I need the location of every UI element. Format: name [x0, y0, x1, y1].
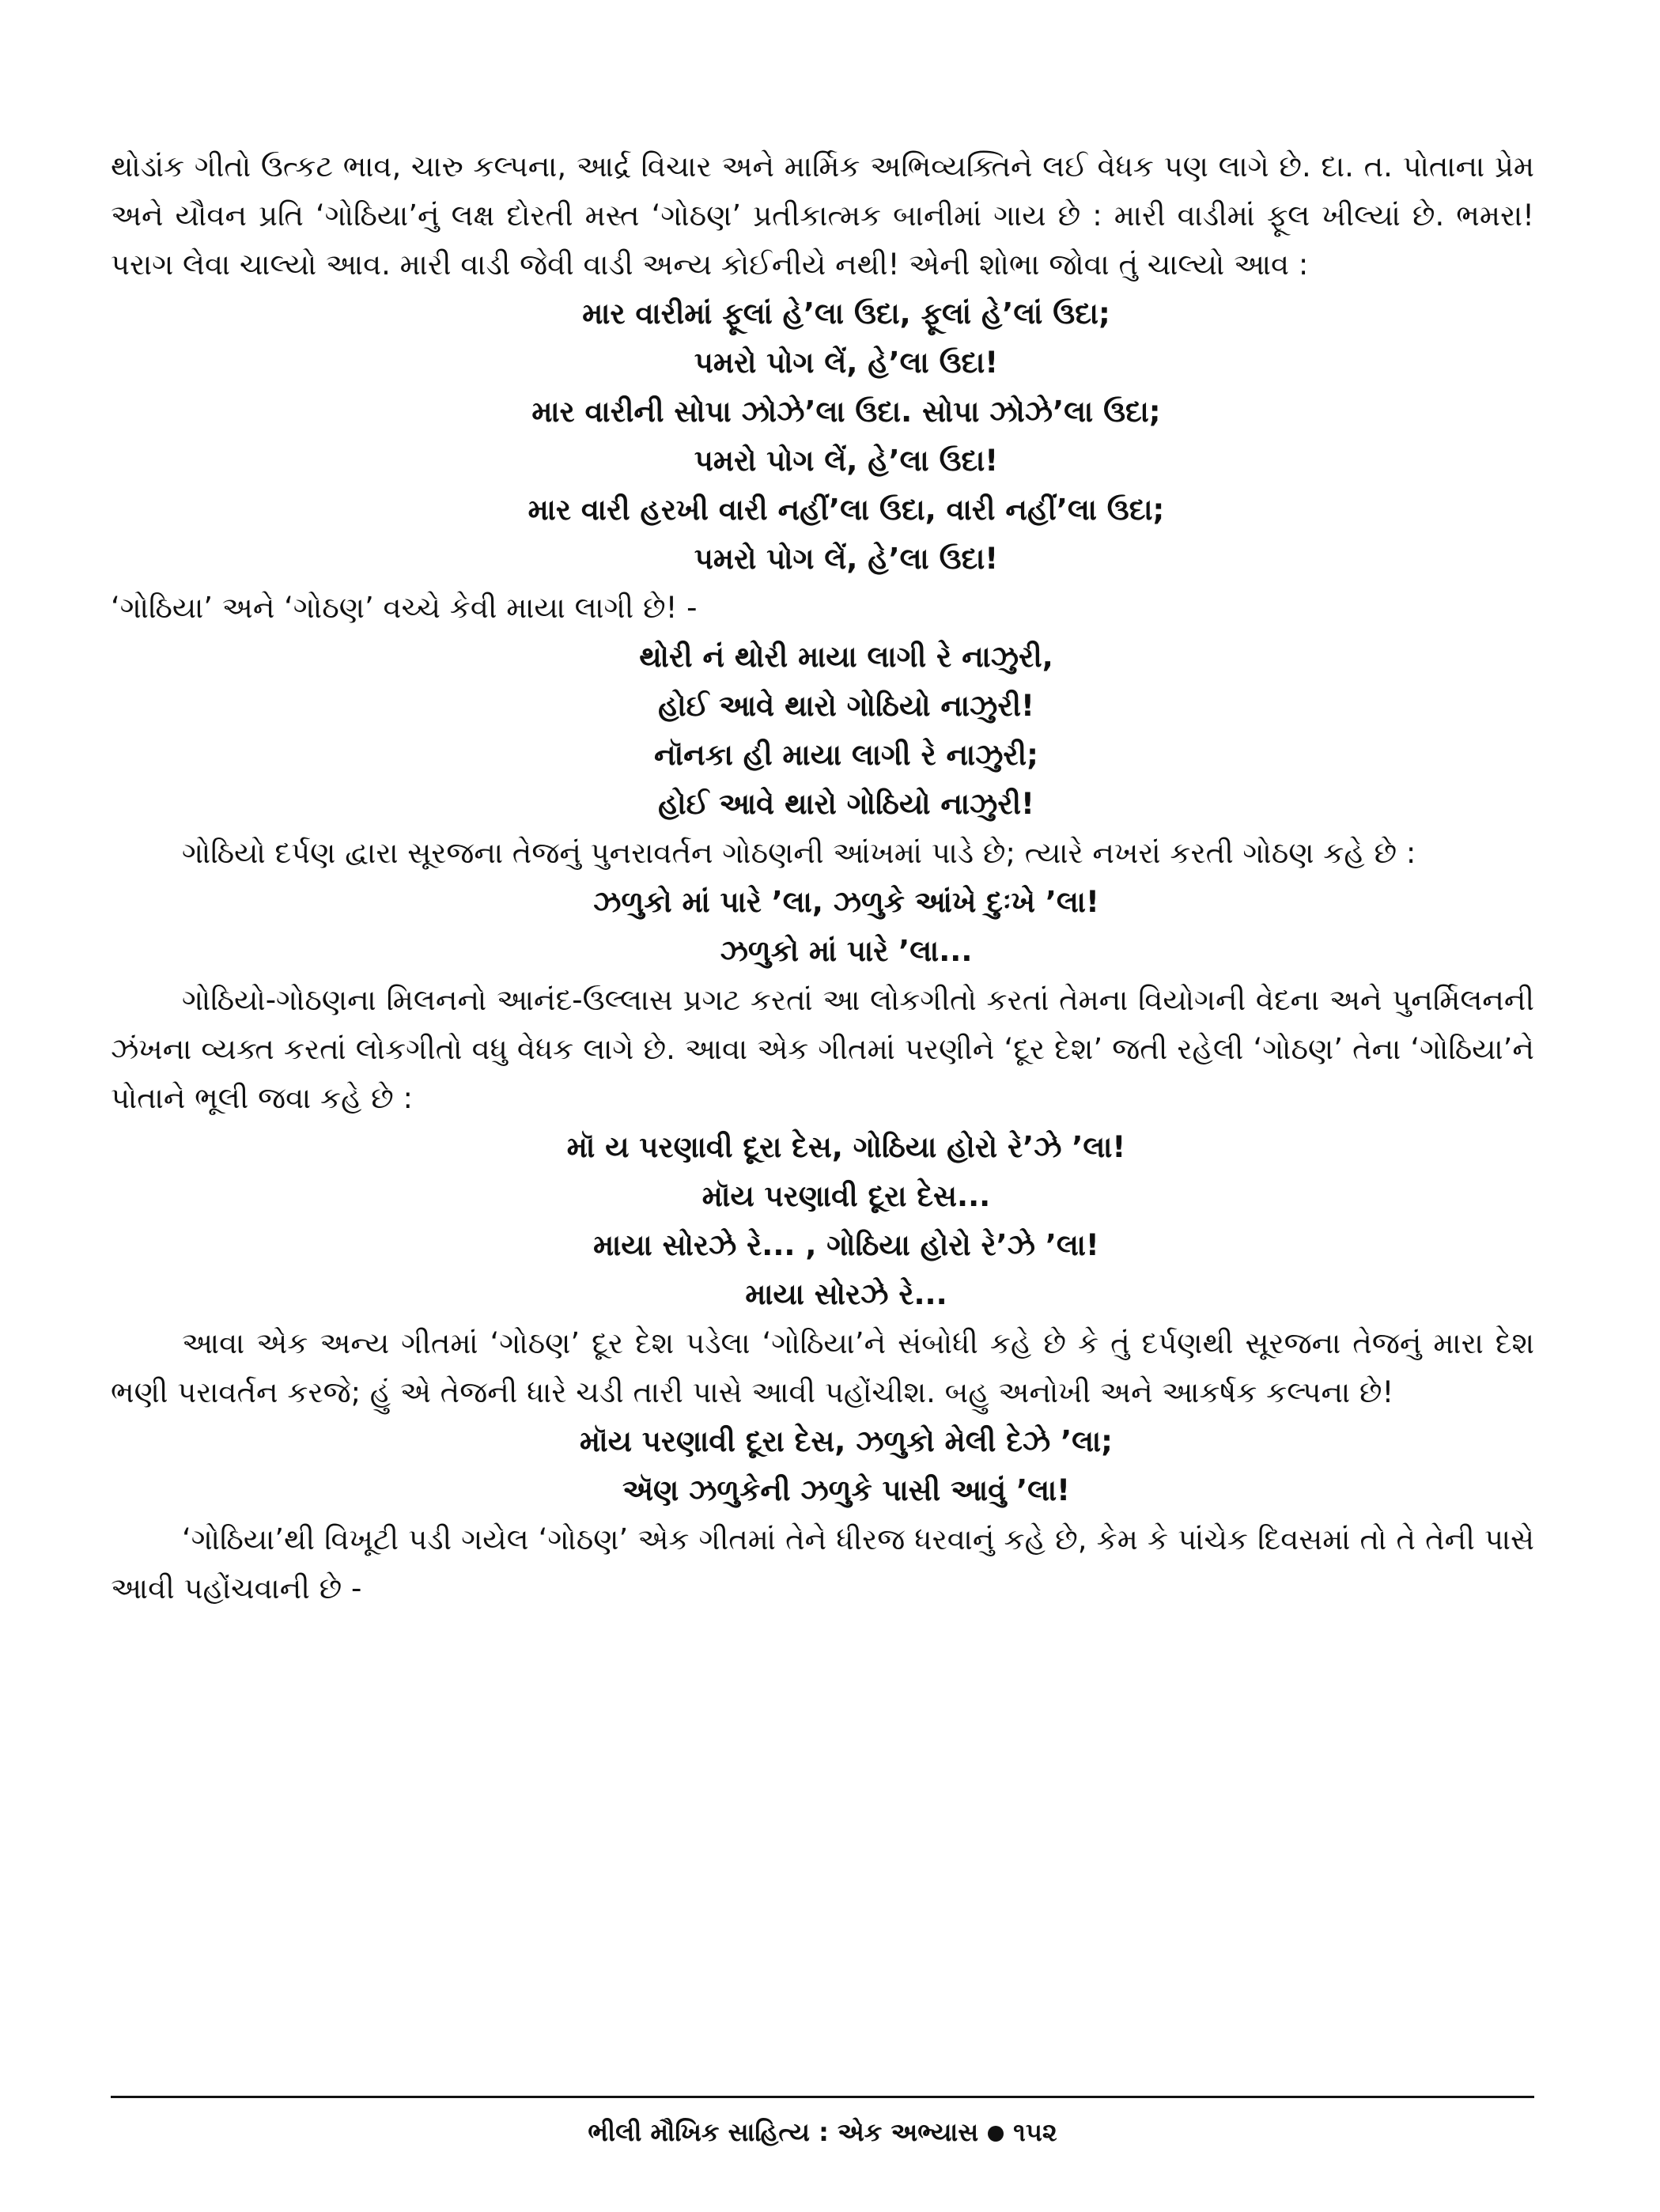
verse-line: ઝળુકો માં પારે ’લા... — [720, 934, 973, 968]
paragraph-mirror: ગોઠિયો દર્પણ દ્વારા સૂરજના તેજનું પુનરાવર્તન ગોઠણની આંખમાં પાડે છે; ત્યારે નખરાં કરતી ગોઠણ કહે છે : — [182, 836, 1416, 870]
footer-divider — [111, 2096, 1534, 2098]
paragraph-patience: ‘ગોઠિયા’થી વિખૂટી પડી ગયેલ ‘ગોઠણ’ એક ગીતમાં તેને ધીરજ ધરવાનું કહે છે, કેમ કે પાંચેક દિવસમાં તો તે તેની પાસે આવી પહોંચવાની છે - — [111, 1522, 1534, 1605]
page-body — [111, 142, 1534, 1613]
verse-line: પમરો પોગ લેં, હે’લા ઉદા! — [694, 542, 999, 576]
verse-line: મૉ ય પરણાવી દૂરા દેસ, ગોઠિયા હોરો રે’ઝે ’લા! — [566, 1130, 1126, 1164]
footer-book-title: ભીલી મૌખિક સાહિત્ય : એક અભ્યાસ — [588, 2117, 979, 2147]
page-footer — [111, 2113, 1534, 2151]
paragraph-lead-in: ‘ગોઠિયા’ અને ‘ગોઠણ’ વચ્ચે કેવી માયા લાગી છે! - — [111, 591, 698, 625]
verse-line: ઍણ ઝળુકેની ઝળુકે પાસી આવું ’લા! — [622, 1473, 1071, 1507]
bullet-icon — [988, 2126, 1004, 2142]
verse-line: હોઈ આવે થારો ગોઠિયો નાઝુરી! — [658, 787, 1034, 821]
verse-line: હોઈ આવે થારો ગોઠિયો નાઝુરી! — [658, 689, 1034, 723]
verse-line: પમરો પોગ લેં, હે’લા ઉદા! — [694, 444, 999, 478]
paragraph-reflection: આવા એક અન્ય ગીતમાં ‘ગોઠણ’ દૂર દેશ પડેલા ‘ગોઠિયા’ને સંબોધી કહે છે કે તું દર્પણથી સૂરજના તેજનું મારા દેશ ભણી પરાવર્તન કરજે; હું એ તેજની ધારે ચડી તારી પાસે આવી પહોંચીશ. બહુ અનોખી અને આકર્ષક કલ્પના છે! — [111, 1326, 1534, 1409]
verse-line: માયા સોરઝે રે... — [745, 1277, 947, 1311]
verse-line: મૉય પરણાવી દૂરા દેસ, ઝળુકો મેલી દેઝે ’લા; — [580, 1424, 1113, 1458]
verse-line: માર વારીમાં ફૂલાં હે’લા ઉદા, ફૂલાં હે’લાં ઉદા; — [582, 297, 1110, 331]
verse-line: થોરી નં થોરી માયા લાગી રે નાઝુરી, — [639, 640, 1053, 674]
verse-line: મૉય પરણાવી દૂરા દેસ... — [701, 1179, 991, 1213]
paragraph-separation: ગોઠિયો-ગોઠણના મિલનનો આનંદ-ઉલ્લાસ પ્રગટ કરતાં આ લોકગીતો કરતાં તેમના વિયોગની વેદના અને પુનર્મિલનની ઝંખના વ્યક્ત કરતાં લોકગીતો વધુ વેધક લાગે છે. આવા એક ગીતમાં પરણીને ‘દૂર દેશ’ જતી રહેલી ‘ગોઠણ’ તેના ‘ગોઠિયા’ને પોતાને ભૂલી જવા કહે છે : — [111, 983, 1534, 1115]
verse-line: માયા સોરઝે રે... , ગોઠિયા હોરો રે’ઝે ’લા! — [593, 1228, 1099, 1262]
paragraph-intro: થોડાંક ગીતો ઉત્કટ ભાવ, ચારુ કલ્પના, આર્દ્ર વિચાર અને માર્મિક અભિવ્યક્તિને લઈ વેધક પણ લાગે છે. દા. ત. પોતાના પ્રેમ અને યૌવન પ્રતિ ‘ગોઠિયા’નું લક્ષ દોરતી મસ્ત ‘ગોઠણ’ પ્રતીકાત્મક બાનીમાં ગાય છે : મારી વાડીમાં ફૂલ ખીલ્યાં છે. ભમરા! પરાગ લેવા ચાલ્યો આવ. મારી વાડી જેવી વાડી અન્ય કોઈનીયે નથી! એની શોભા જોવા તું ચાલ્યો આવ : — [111, 149, 1534, 282]
verse-line: નૉનકા હી માયા લાગી રે નાઝુરી; — [654, 738, 1038, 772]
verse-line: પમરો પોગ લેં, હે’લા ઉદા! — [694, 346, 999, 380]
verse-line: ઝળુકો માં પારે ’લા, ઝળુકે આંખે દુઃખે ’લા! — [593, 885, 1099, 919]
verse-line: માર વારીની સોપા ઝોઝે’લા ઉદા. સોપા ઝોઝે’લા ઉદા; — [531, 395, 1161, 429]
verse-line: માર વારી હરખી વારી નહીં’લા ઉદા, વારી નહીં’લા ઉદા; — [527, 493, 1165, 527]
page-number: ૧૫૨ — [1013, 2117, 1057, 2147]
